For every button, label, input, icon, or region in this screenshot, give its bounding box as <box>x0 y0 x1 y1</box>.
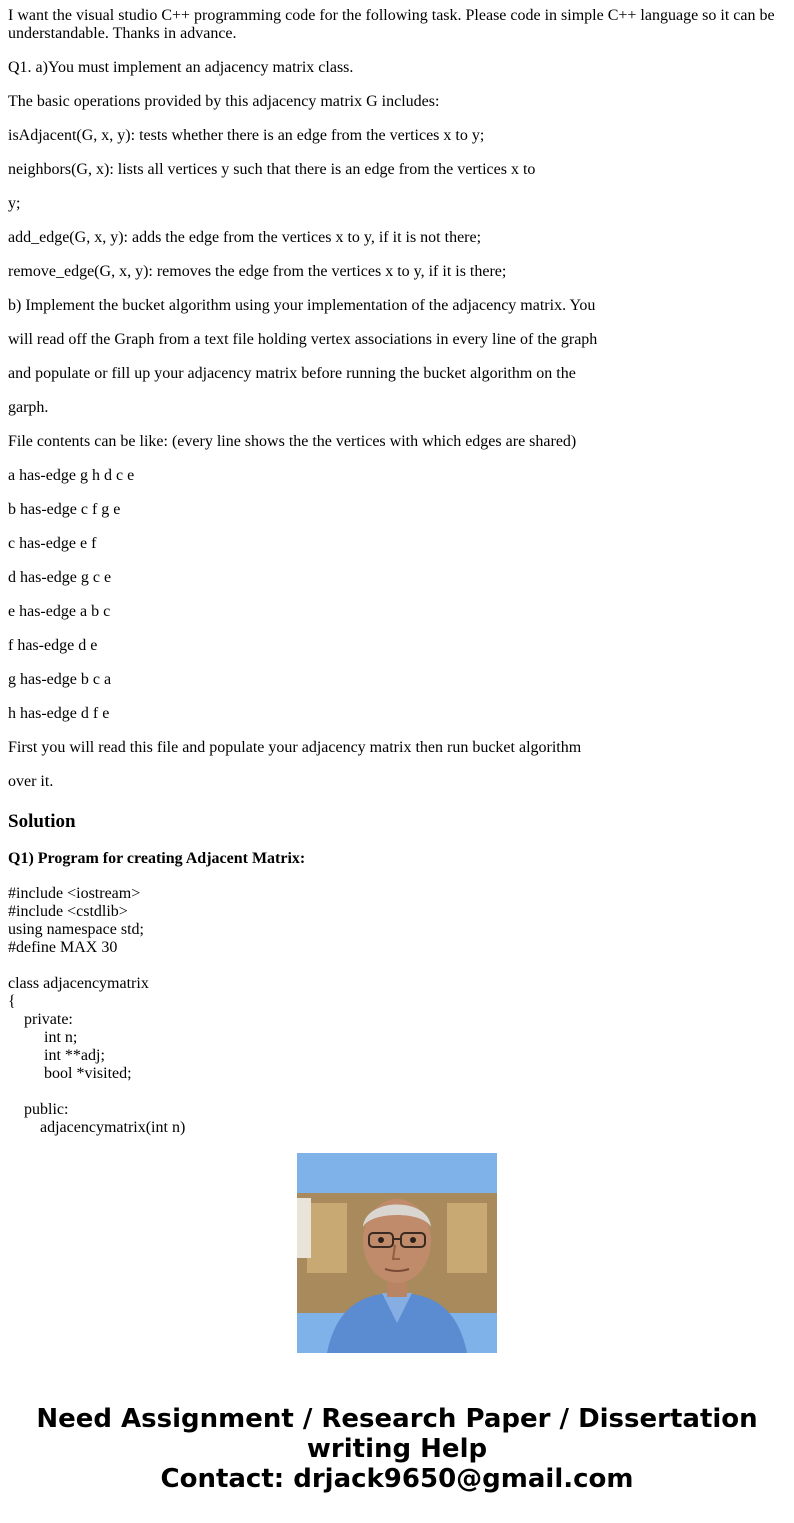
question-paragraph: e has-edge a b c <box>8 603 111 620</box>
question-paragraph: y; <box>8 195 21 212</box>
question-text <box>8 7 788 807</box>
solution-heading: Solution <box>8 811 76 832</box>
question-paragraph: I want the visual studio C++ programming code for the following task. Please code in simple C++ language so it can be understandable. Thanks in advance. <box>8 7 775 42</box>
code-line: using namespace std; <box>8 921 144 938</box>
code-line: public: <box>8 1101 69 1118</box>
question-paragraph: f has-edge d e <box>8 637 98 654</box>
question-paragraph: and populate or fill up your adjacency matrix before running the bucket algorithm on the <box>8 365 576 382</box>
code-line: int n; <box>8 1029 78 1046</box>
question-paragraph: add_edge(G, x, y): adds the edge from the vertices x to y, if it is not there; <box>8 229 482 246</box>
question-paragraph: over it. <box>8 773 54 790</box>
code-line: { <box>8 993 16 1010</box>
code-line: bool *visited; <box>8 1065 132 1082</box>
code-line: int **adj; <box>8 1047 105 1064</box>
code-line: #include <iostream> <box>8 885 141 902</box>
promo-line-2: writing Help <box>306 1434 488 1464</box>
promo-banner <box>0 1404 794 1494</box>
question-paragraph: neighbors(G, x): lists all vertices y such that there is an edge from the vertices x to <box>8 161 536 178</box>
code-block <box>8 885 768 1136</box>
question-paragraph: c has-edge e f <box>8 535 97 552</box>
promo-line-1: Need Assignment / Research Paper / Dissertation <box>36 1404 758 1434</box>
question-paragraph: isAdjacent(G, x, y): tests whether there is an edge from the vertices x to y; <box>8 127 485 144</box>
question-paragraph: g has-edge b c a <box>8 671 112 688</box>
question-paragraph: will read off the Graph from a text file holding vertex associations in every line of the graph <box>8 331 598 348</box>
question-paragraph: a has-edge g h d c e <box>8 467 135 484</box>
question-paragraph: remove_edge(G, x, y): removes the edge from the vertices x to y, if it is there; <box>8 263 507 280</box>
code-line: adjacencymatrix(int n) <box>8 1119 186 1136</box>
question-paragraph: d has-edge g c e <box>8 569 112 586</box>
question-paragraph: b) Implement the bucket algorithm using your implementation of the adjacency matrix. You <box>8 297 596 314</box>
question-paragraph: The basic operations provided by this adjacency matrix G includes: <box>8 93 440 110</box>
question-paragraph: File contents can be like: (every line shows the the vertices with which edges are shared) <box>8 433 577 450</box>
program-subheading: Q1) Program for creating Adjacent Matrix: <box>8 850 306 867</box>
code-line <box>8 957 768 975</box>
person-photo-icon <box>297 1153 497 1353</box>
promo-contact: Contact: drjack9650@gmail.com <box>160 1464 634 1494</box>
question-paragraph: garph. <box>8 399 49 416</box>
question-paragraph: b has-edge c f g e <box>8 501 121 518</box>
code-line: private: <box>8 1011 73 1028</box>
code-line: #define MAX 30 <box>8 939 118 956</box>
code-line <box>8 1083 768 1101</box>
code-line: class adjacencymatrix <box>8 975 149 992</box>
question-paragraph: First you will read this file and populate your adjacency matrix then run bucket algorithm <box>8 739 582 756</box>
question-paragraph: Q1. a)You must implement an adjacency matrix class. <box>8 59 354 76</box>
question-paragraph: h has-edge d f e <box>8 705 110 722</box>
code-line: #include <cstdlib> <box>8 903 128 920</box>
